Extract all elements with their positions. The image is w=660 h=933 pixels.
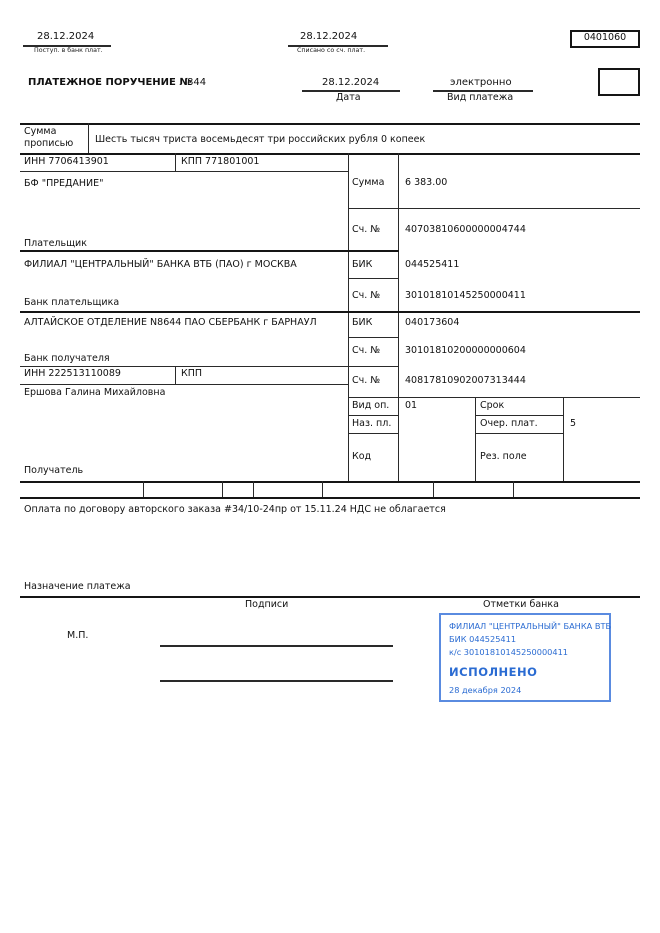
payment-purpose-label: Назначение платежа — [24, 581, 131, 592]
divider-line — [475, 415, 563, 416]
divider-line — [348, 397, 640, 398]
reserve-field-label: Рез. поле — [480, 451, 527, 462]
divider-line — [348, 208, 640, 209]
bank-marks-label: Отметки банка — [483, 599, 559, 610]
term-label: Срок — [480, 400, 505, 411]
payee-bank-bik: 040173604 — [405, 317, 460, 328]
payee-section-label: Получатель — [24, 465, 84, 476]
divider-line — [348, 278, 398, 279]
payee-account: 40817810902007313444 — [405, 375, 526, 386]
amount-value: 6 383.00 — [405, 177, 448, 188]
empty-mark-box — [598, 68, 640, 96]
stamp-bank-name: ФИЛИАЛ "ЦЕНТРАЛЬНЫЙ" БАНКА ВТБ — [449, 621, 612, 631]
document-title: ПЛАТЕЖНОЕ ПОРУЧЕНИЕ № — [28, 77, 192, 88]
divider-line — [475, 397, 476, 481]
priority-value: 5 — [570, 418, 577, 429]
table-border — [20, 596, 640, 598]
bank-stamp — [439, 613, 611, 702]
payer-bank-bik: 044525411 — [405, 259, 460, 270]
payer-bank-account-label: Сч. № — [352, 290, 381, 301]
purpose-code-label: Наз. пл. — [352, 418, 392, 429]
divider-line — [20, 366, 399, 367]
table-border — [20, 497, 640, 499]
date-received-caption: Поступ. в банк плат. — [34, 47, 103, 54]
divider-line — [348, 153, 349, 481]
divider-line — [20, 384, 348, 385]
divider-line — [563, 397, 564, 481]
stamp-corr-account: к/с 30101810145250000411 — [449, 647, 568, 657]
amount-words-label2: прописью — [24, 138, 74, 149]
table-border — [20, 250, 399, 252]
payer-section-label: Плательщик — [24, 238, 87, 249]
divider-line — [475, 433, 563, 434]
date-debited-caption: Списано со сч. плат. — [297, 47, 366, 54]
divider-line — [143, 481, 144, 497]
stamp-place-label: М.П. — [67, 630, 89, 641]
table-border — [20, 153, 640, 155]
divider-line — [88, 123, 89, 153]
divider-line — [348, 337, 398, 338]
payer-inn: ИНН 7706413901 — [24, 156, 109, 167]
signature-line — [160, 645, 393, 647]
stamp-date: 28 декабря 2024 — [449, 685, 522, 695]
signature-line — [160, 680, 393, 682]
payee-name: Ершова Галина Михайловна — [24, 387, 166, 398]
code-label: Код — [352, 451, 372, 462]
payer-account-label: Сч. № — [352, 224, 381, 235]
payee-inn: ИНН 222513110089 — [24, 368, 121, 379]
payer-bank-account: 30101810145250000411 — [405, 290, 526, 301]
payee-bank-account-label: Сч. № — [352, 345, 381, 356]
document-number: 844 — [187, 77, 207, 88]
form-code: 0401060 — [583, 32, 627, 43]
date-debited: 28.12.2024 — [300, 31, 358, 42]
op-type-value: 01 — [405, 400, 418, 411]
payer-kpp: КПП 771801001 — [181, 156, 260, 167]
payer-name: БФ "ПРЕДАНИЕ" — [24, 178, 104, 189]
divider-line — [20, 171, 348, 172]
payment-type: электронно — [450, 77, 512, 88]
date-received: 28.12.2024 — [37, 31, 95, 42]
divider-line — [433, 481, 434, 497]
divider-line — [322, 481, 323, 497]
payee-bank-account: 30101810200000000604 — [405, 345, 526, 356]
form-code-box — [570, 30, 640, 48]
payee-account-label: Сч. № — [352, 375, 381, 386]
payer-bank-name: ФИЛИАЛ "ЦЕНТРАЛЬНЫЙ" БАНКА ВТБ (ПАО) г МОСКВА — [24, 259, 297, 270]
payment-purpose-text: Оплата по договору авторского заказа #34/10-24пр от 15.11.24 НДС не облагается — [24, 504, 446, 515]
op-type-label: Вид оп. — [352, 400, 390, 411]
payee-kpp-label: КПП — [181, 368, 203, 379]
payee-bank-section-label: Банк получателя — [24, 353, 110, 364]
divider-line — [175, 153, 176, 171]
document-date: 28.12.2024 — [322, 77, 380, 88]
amount-words-label: Сумма — [24, 126, 57, 137]
payer-account: 40703810600000004744 — [405, 224, 526, 235]
divider-line — [398, 153, 399, 481]
table-border — [20, 311, 640, 313]
table-border — [20, 123, 640, 125]
table-border — [20, 481, 640, 483]
divider-line — [253, 481, 254, 497]
stamp-status: ИСПОЛНЕНО — [449, 665, 538, 679]
priority-label: Очер. плат. — [480, 418, 538, 429]
signatures-label: Подписи — [245, 599, 289, 610]
payer-bank-bik-label: БИК — [352, 259, 373, 270]
stamp-bik: БИК 044525411 — [449, 634, 517, 644]
payer-bank-section-label: Банк плательщика — [24, 297, 120, 308]
divider-line — [175, 366, 176, 384]
amount-label: Сумма — [352, 177, 385, 188]
divider-line — [222, 481, 223, 497]
payee-bank-name: АЛТАЙСКОЕ ОТДЕЛЕНИЕ N8644 ПАО СБЕРБАНК г БАРНАУЛ — [24, 317, 317, 328]
divider-line — [513, 481, 514, 497]
amount-in-words: Шесть тысяч триста восемьдесят три российских рубля 0 копеек — [95, 134, 426, 145]
date-caption: Дата — [336, 92, 361, 103]
payment-type-caption: Вид платежа — [447, 92, 514, 103]
divider-line — [348, 415, 398, 416]
divider-line — [348, 433, 398, 434]
payee-bank-bik-label: БИК — [352, 317, 373, 328]
